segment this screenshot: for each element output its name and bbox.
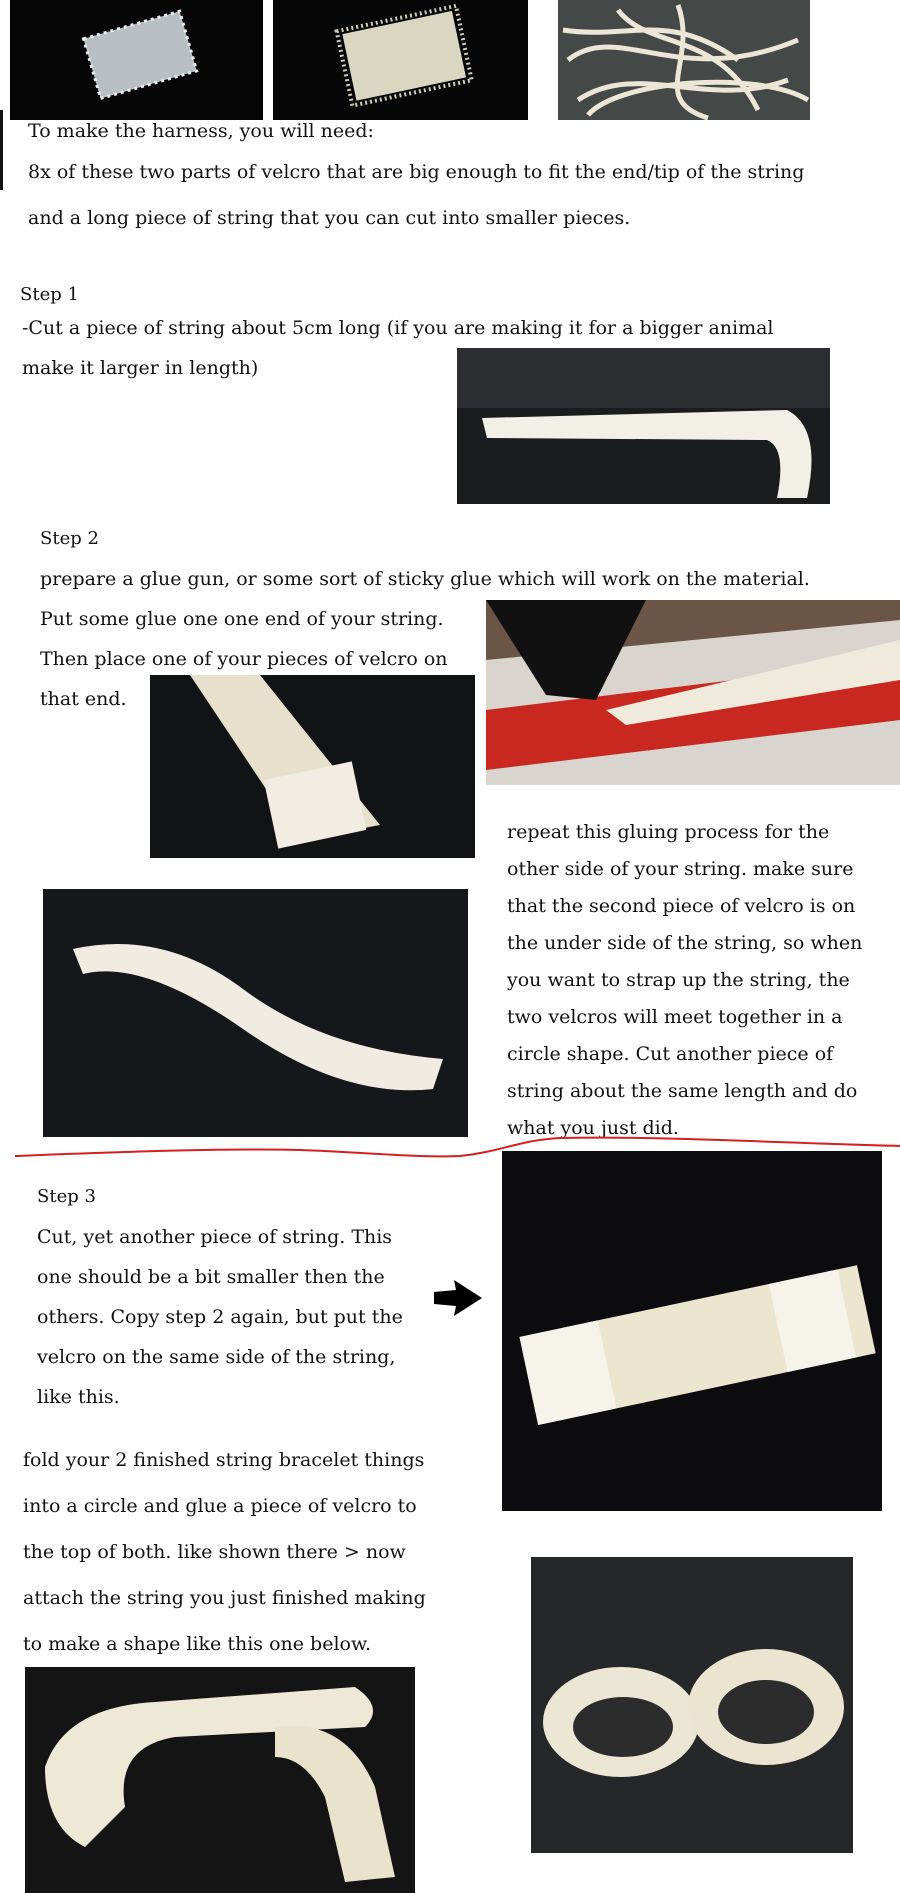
fold-text: [23, 1437, 426, 1667]
step1-heading: Step 1: [20, 284, 79, 305]
repeat-line: you want to strap up the string, the: [507, 969, 850, 991]
fold-line: fold your 2 finished string bracelet things: [23, 1449, 425, 1471]
glue-gun-photo: [486, 600, 900, 785]
intro-line: 8x of these two parts of velcro that are big enough to fit the end/tip of the string: [28, 161, 805, 183]
repeat-line: what you just did.: [507, 1117, 679, 1139]
velcro-on-string-photo: [150, 675, 475, 858]
fold-line: attach the string you just finished making: [23, 1587, 426, 1609]
velcro-loop-photo: [273, 0, 528, 120]
same-side-velcro-photo: [502, 1151, 882, 1511]
step1-line: make it larger in length): [22, 357, 259, 379]
margin-bar: [0, 110, 3, 190]
step3-line: one should be a bit smaller then the: [37, 1266, 385, 1288]
step3-line: like this.: [37, 1386, 120, 1408]
step2-line: prepare a glue gun, or some sort of sticky glue which will work on the material.: [40, 568, 810, 590]
fold-line: the top of both. like shown there > now: [23, 1541, 406, 1563]
repeat-line: circle shape. Cut another piece of: [507, 1043, 834, 1065]
fold-line: into a circle and glue a piece of velcro to: [23, 1495, 417, 1517]
step2-heading: Step 2: [40, 528, 99, 549]
intro-line: To make the harness, you will need:: [28, 120, 374, 142]
step2-line: Put some glue one one end of your string.: [40, 608, 444, 630]
repeat-line: the under side of the string, so when: [507, 932, 863, 954]
step1-line: -Cut a piece of string about 5cm long (if you are making it for a bigger animal: [22, 317, 774, 339]
step2-line: Then place one of your pieces of velcro on: [40, 648, 448, 670]
step2-line: that end.: [40, 688, 127, 710]
step3-heading: Step 3: [37, 1186, 96, 1207]
velcro-hook-photo: [10, 0, 263, 120]
step2-repeat-text: [507, 814, 862, 1147]
fold-line: to make a shape like this one below.: [23, 1633, 372, 1655]
step3-line: velcro on the same side of the string,: [37, 1346, 396, 1368]
step3-line: others. Copy step 2 again, but put the: [37, 1306, 403, 1328]
string-pile-photo: [558, 0, 810, 120]
twisted-string-photo: [43, 889, 468, 1137]
two-loops-photo: [531, 1557, 853, 1853]
step3-text: [37, 1217, 403, 1417]
repeat-line: that the second piece of velcro is on: [507, 895, 856, 917]
step3-line: Cut, yet another piece of string. This: [37, 1226, 393, 1248]
repeat-line: string about the same length and do: [507, 1080, 858, 1102]
intro-text: [28, 111, 804, 241]
repeat-line: repeat this gluing process for the: [507, 821, 830, 843]
repeat-line: two velcros will meet together in a: [507, 1006, 843, 1028]
cut-string-photo: [457, 348, 830, 504]
repeat-line: other side of your string. make sure: [507, 858, 854, 880]
arrow-right-icon: [432, 1278, 484, 1318]
harness-shape-photo: [25, 1667, 415, 1893]
intro-line: and a long piece of string that you can cut into smaller pieces.: [28, 207, 631, 229]
